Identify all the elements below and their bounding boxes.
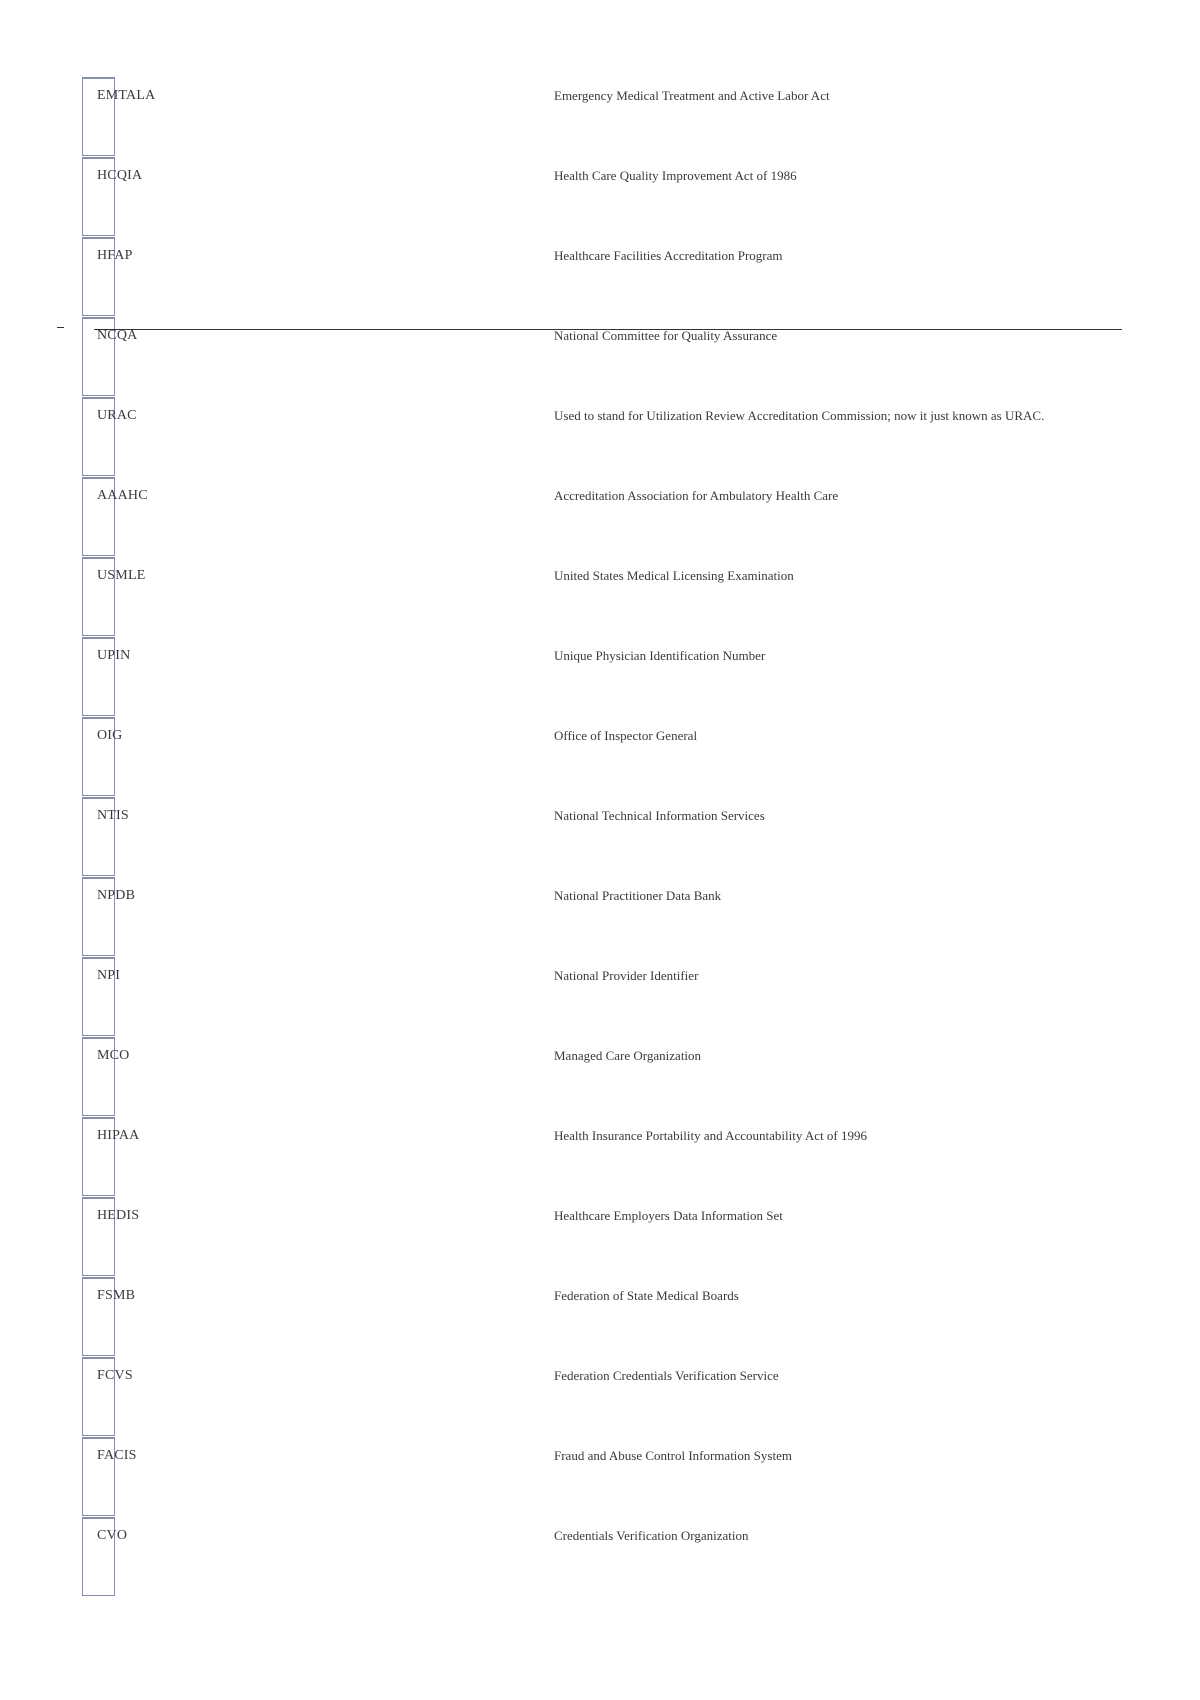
definition: Federation Credentials Verification Service <box>554 1368 779 1383</box>
definition: Accreditation Association for Ambulatory Health Care <box>554 488 839 503</box>
definition: National Provider Identifier <box>554 968 699 983</box>
glossary-row <box>82 1437 1122 1517</box>
abbreviation: HCQIA <box>97 168 143 183</box>
definition: Unique Physician Identification Number <box>554 648 766 663</box>
glossary-row <box>82 557 1122 637</box>
abbreviation: HFAP <box>97 248 133 263</box>
glossary-row <box>82 797 1122 877</box>
glossary-row <box>82 957 1122 1037</box>
glossary-row <box>82 1357 1122 1437</box>
definition: Office of Inspector General <box>554 728 698 743</box>
definition: Federation of State Medical Boards <box>554 1288 739 1303</box>
glossary-row <box>82 237 1122 317</box>
definition: Health Insurance Portability and Accountability Act of 1996 <box>554 1128 868 1143</box>
abbreviation: NTIS <box>97 808 129 823</box>
glossary-row <box>82 157 1122 237</box>
glossary-row <box>82 77 1122 157</box>
abbreviation: FACIS <box>97 1448 137 1463</box>
glossary-row <box>82 637 1122 717</box>
glossary-row <box>82 717 1122 797</box>
abbreviation: USMLE <box>97 568 146 583</box>
glossary-row <box>82 1197 1122 1277</box>
glossary-row <box>82 877 1122 957</box>
abbreviation: CVO <box>97 1528 128 1543</box>
abbreviation: NPDB <box>97 888 136 903</box>
definition: Healthcare Employers Data Information Set <box>554 1208 783 1223</box>
definition: Used to stand for Utilization Review Accreditation Commission; now it just known as URAC. <box>554 408 1045 423</box>
definition: Healthcare Facilities Accreditation Program <box>554 248 783 263</box>
abbreviation: HIPAA <box>97 1128 140 1143</box>
abbreviation: NPI <box>97 968 121 983</box>
definition: National Practitioner Data Bank <box>554 888 722 903</box>
definition: Fraud and Abuse Control Information System <box>554 1448 792 1463</box>
glossary-row <box>82 397 1122 477</box>
glossary-row <box>82 477 1122 557</box>
abbreviation: OIG <box>97 728 123 743</box>
glossary-row <box>82 1117 1122 1197</box>
abbreviation: UPIN <box>97 648 131 663</box>
abbreviation: HEDIS <box>97 1208 140 1223</box>
abbreviation: NCQA <box>97 328 138 343</box>
abbreviation: URAC <box>97 408 137 423</box>
horizontal-rule <box>94 329 1122 330</box>
definition: Managed Care Organization <box>554 1048 702 1063</box>
definition: National Committee for Quality Assurance <box>554 328 778 343</box>
abbreviation: FSMB <box>97 1288 136 1303</box>
abbreviation: MCO <box>97 1048 130 1063</box>
definition: Emergency Medical Treatment and Active Labor Act <box>554 88 830 103</box>
definition: National Technical Information Services <box>554 808 765 823</box>
definition: Credentials Verification Organization <box>554 1528 749 1543</box>
abbreviation: FCVS <box>97 1368 133 1383</box>
glossary-list <box>82 77 1122 1597</box>
glossary-row <box>82 1277 1122 1357</box>
margin-tick-mark <box>57 327 64 328</box>
abbreviation: EMTALA <box>97 88 156 103</box>
definition: Health Care Quality Improvement Act of 1986 <box>554 168 797 183</box>
definition: United States Medical Licensing Examination <box>554 568 794 583</box>
abbreviation: AAAHC <box>97 488 148 503</box>
glossary-row <box>82 1037 1122 1117</box>
glossary-row <box>82 1517 1122 1597</box>
